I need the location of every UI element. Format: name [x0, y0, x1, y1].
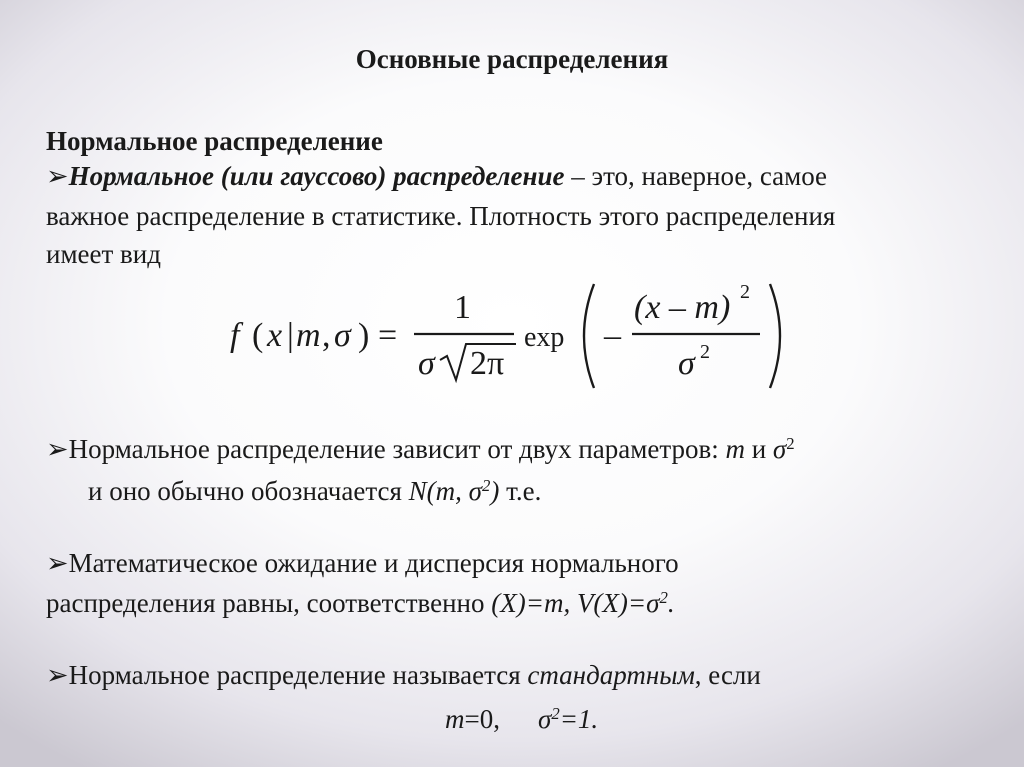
bullet-arrow-icon: ➢ — [46, 548, 69, 578]
formula-exp: exp — [524, 322, 565, 353]
notation-close: ) — [490, 476, 500, 506]
definition-rest: – это, наверное, самое — [564, 161, 828, 191]
paragraph-standard-condition — [445, 703, 599, 734]
paragraph-definition-line-2: важное распределение в статистике. Плотность этого распределения — [46, 201, 836, 231]
paragraph-parameters-line-1 — [46, 433, 795, 464]
notation-post: т.е. — [499, 476, 542, 506]
bullet-arrow-icon: ➢ — [46, 161, 69, 191]
slide-title: Основные распределения — [355, 44, 669, 74]
bullet-arrow-icon: ➢ — [46, 660, 69, 690]
formula-bar: | — [287, 317, 294, 354]
cond-sigma: σ — [537, 704, 552, 734]
definition-term: Нормальное (или гауссово) распределение — [68, 161, 565, 191]
cond-power: 2 — [551, 703, 560, 723]
formula-inner-den-power: 2 — [700, 341, 710, 363]
parameters-text: Нормальное распределение зависит от двух параметров: — [68, 434, 726, 464]
formula-inner-numerator: (x – m) — [634, 289, 731, 326]
formula-minus: – — [604, 317, 621, 354]
moments-text: Математическое ожидание и дисперсия нормального — [68, 548, 679, 578]
cond-m: m — [445, 704, 465, 734]
moments-end: . — [667, 588, 675, 618]
param-sigma: σ — [772, 434, 787, 464]
standard-term: стандартным — [527, 660, 695, 690]
section-heading: Нормальное распределение — [46, 126, 383, 156]
standard-post: , если — [694, 660, 761, 690]
formula-den-radicand: 2π — [470, 345, 505, 382]
paragraph-standard-line-1 — [46, 662, 761, 689]
formula-paren-close: ) — [358, 317, 370, 354]
standard-pre: Нормальное распределение называется — [68, 660, 528, 690]
cond-val: =1. — [559, 704, 599, 734]
formula-f: f — [230, 317, 240, 354]
paragraph-definition-line-3: имеет вид — [46, 239, 161, 269]
formula-big-paren-left — [584, 284, 594, 388]
formula-den-sigma: σ — [418, 345, 435, 382]
param-sigma-power: 2 — [786, 433, 795, 453]
formula-sigma: σ — [334, 317, 351, 354]
param-and: и — [744, 434, 773, 464]
density-formula — [222, 270, 802, 400]
param-m: m — [725, 434, 745, 464]
formula-m: m — [296, 317, 321, 354]
paragraph-definition-line-1 — [46, 163, 827, 190]
paragraph-moments-line-1 — [46, 550, 679, 577]
formula-paren-open: ( — [252, 317, 264, 354]
cond-eq: =0, — [464, 704, 500, 734]
formula-inner-den: σ — [678, 345, 695, 382]
formula-comma: , — [322, 317, 331, 354]
formula-x: x — [267, 317, 283, 354]
formula-equals: = — [378, 317, 398, 354]
notation-power: 2 — [481, 475, 491, 495]
bullet-arrow-icon: ➢ — [46, 434, 69, 464]
moments-pre: распределения равны, соответственно — [46, 588, 492, 618]
formula-numerator: 1 — [454, 289, 471, 326]
notation-expr: N(m, σ — [408, 476, 482, 506]
paragraph-moments-line-2 — [46, 587, 675, 618]
notation-pre: и оно обычно обозначается — [88, 476, 409, 506]
paragraph-parameters-line-2 — [88, 475, 542, 506]
moments-power: 2 — [659, 587, 668, 607]
moments-expr: (X)=m, V(X)=σ — [491, 588, 660, 618]
formula-inner-power: 2 — [740, 281, 750, 303]
formula-big-paren-right — [770, 284, 780, 388]
